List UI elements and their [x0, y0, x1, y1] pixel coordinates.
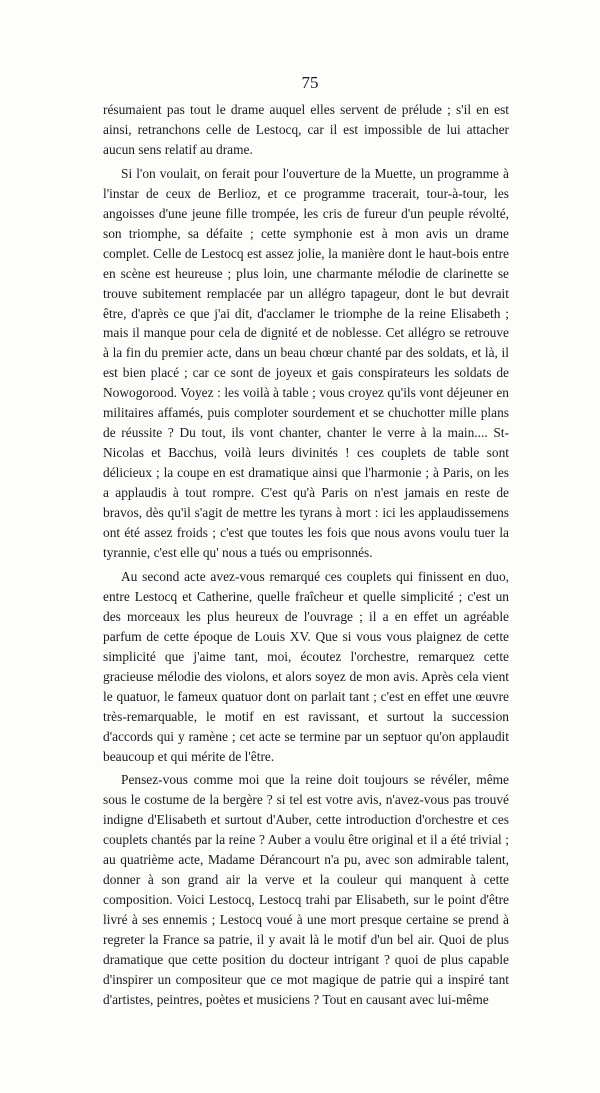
paragraph-4: Pensez-vous comme moi que la reine doit toujours se révéler, même sous le costume de la bergère ? si tel est votre avis, n'avez-vous pas trouvé indigne d'Elisabeth et surtout d'Auber, cette introduction d'orchestre et ces couplets chantés par la reine ? Auber a voulu être original et il a été trivial ; au quatrième acte, Madame Dérancourt n'a pu, avec son admirable talent, donner à son grand air la verve et la couleur qui manquent à cette composition. Voici Lestocq, Lestocq trahi par Elisabeth, sur le point d'être livré à ses ennemis ; Lestocq voué à une mort presque certaine se prend à regreter la France sa patrie, il y avait là le motif d'un bel air. Quoi de plus dramatique que cette position du docteur intrigant ? quoi de plus capable d'inspirer un compositeur que ce mot magique de patrie qui a inspiré tant d'artistes, peintres, poètes et musiciens ? Tout en causant avec lui-même	[103, 772, 509, 1007]
page-number: 75	[301, 73, 319, 92]
body-text	[103, 100, 509, 1010]
paragraph-1: résumaient pas tout le drame auquel elles servent de prélude ; s'il en est ainsi, retranchons celle de Lestocq, car il est impossible de lui attacher aucun sens relatif au drame.	[103, 102, 509, 157]
paragraph-2: Si l'on voulait, on ferait pour l'ouverture de la Muette, un programme à l'instar de ceux de Berlioz, et ce programme tracerait, tour-à-tour, les angoisses d'une jeune fille trompée, les cris de fureur d'un peuple révolté, son triomphe, sa défaite ; cette symphonie est à mon avis un drame complet. Celle de Lestocq est assez jolie, la manière dont le haut-bois entre en scène est heureuse ; plus loin, une charmante mélodie de clarinette se trouve subitement remplacée par un allégro tapageur, dont le but devrait être, d'après ce que j'ai dit, d'acclamer le triomphe de la reine Elisabeth ; mais il manque pour cela de dignité et de noblesse. Cet allégro se retrouve à la fin du premier acte, dans un beau chœur chanté par des soldats, et là, il est bien placé ; car ce sont de joyeux et gais conspirateurs les soldats de Nowogorood. Voyez : les voilà à table ; vous croyez qu'ils vont déjeuner en militaires affamés, puis comploter sourdement et se chuchotter mille plans de réussite ? Du tout, ils vont chanter, chanter le verre à la main.... St-Nicolas et Bacchus, voilà leurs divinités ! ces couplets de table sont délicieux ; la coupe en est dramatique ainsi que l'harmonie ; à Paris, on les a applaudis à tout rompre. C'est qu'à Paris on n'est jamais en reste de bravos, dès qu'il s'agit de mettre les tyrans à mort : ici les applaudissemens ont été assez froids ; c'est que toutes les fois que nous avons voulu tuer la tyrannie, c'est elle qu' nous a tués ou emprisonnés.	[103, 165, 509, 560]
paragraph-3: Au second acte avez-vous remarqué ces couplets qui finissent en duo, entre Lestocq et Catherine, quelle fraîcheur et quelle simplicité ; c'est un des morceaux les plus heureux de l'ouvrage ; il a en effet un agréable parfum de cette époque de Louis XV. Que si vous vous plaignez de cette simplicité que j'aime tant, moi, écoutez l'orchestre, remarquez cette gracieuse mélodie des violons, et alors soyez de mon avis. Après cela vient le quatuor, le fameux quatuor dont on parlait tant ; c'est en effet une œuvre très-remarquable, le motif en est ravissant, et surtout la succession d'accords qui y ramène ; cet acte se termine par un septuor qu'on applaudit beaucoup et qui mérite de l'être.	[103, 568, 509, 764]
